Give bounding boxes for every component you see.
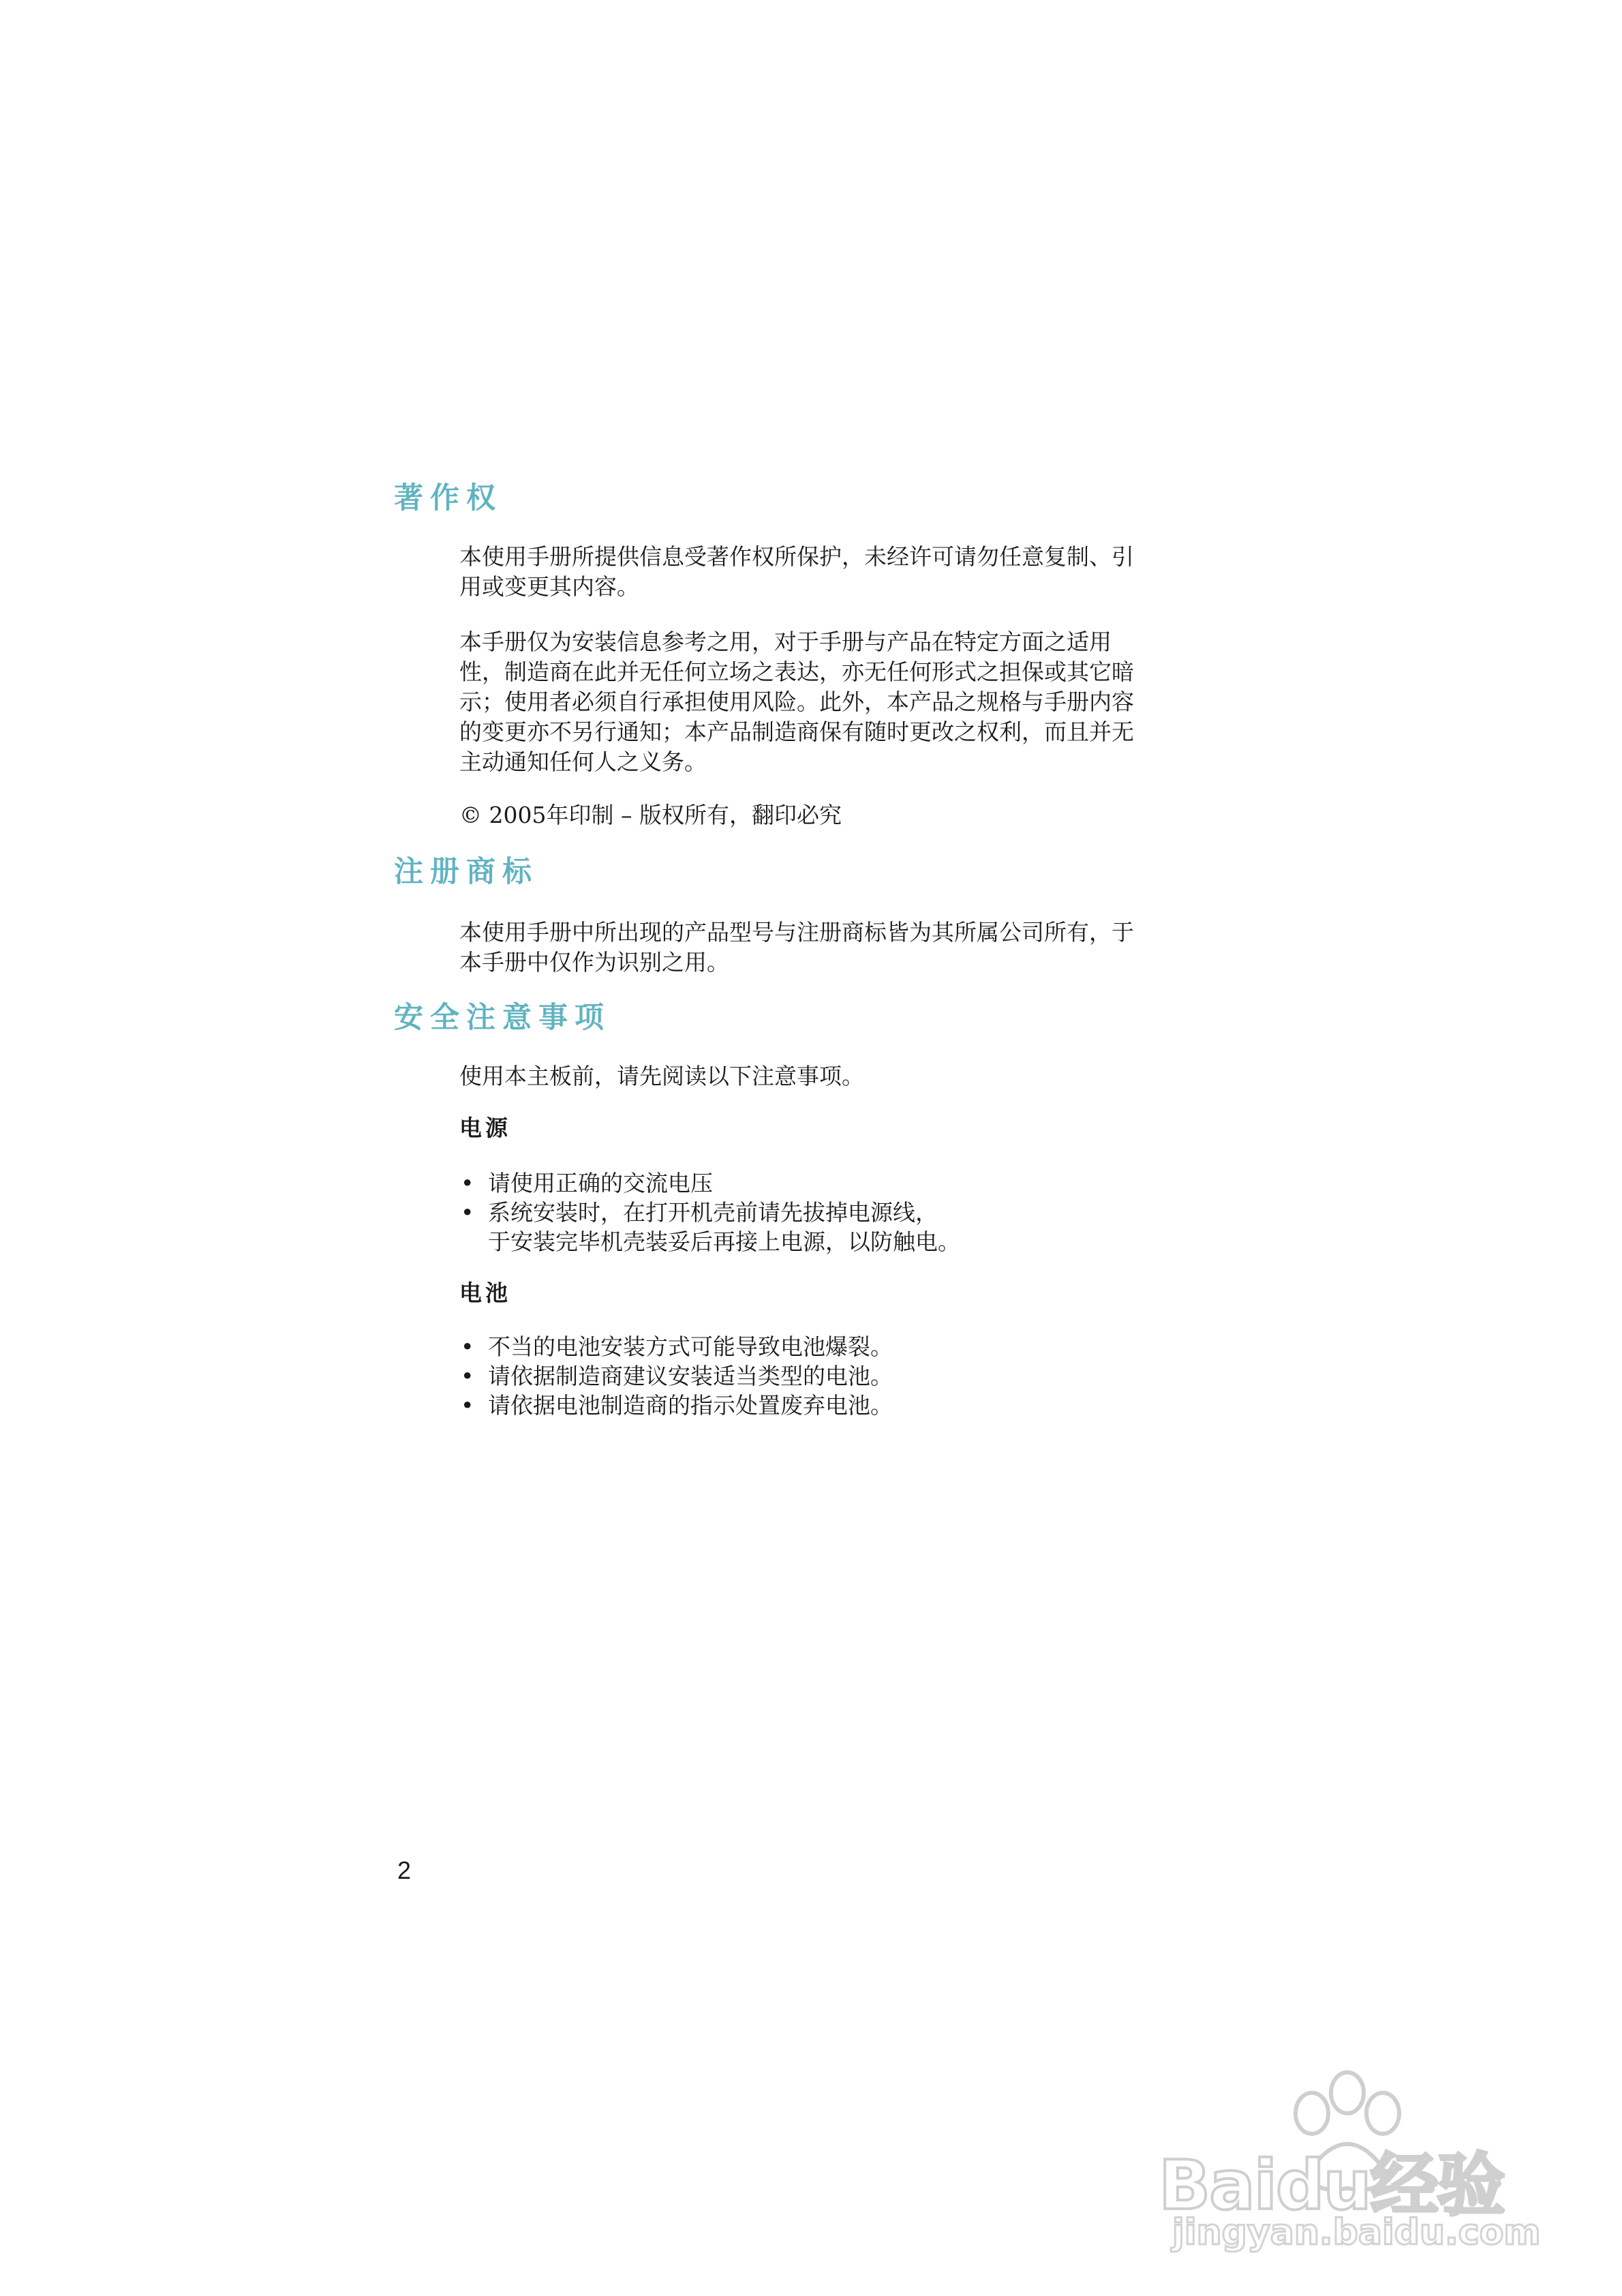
trademark-heading: 注册商标 (394, 855, 538, 889)
list-item (459, 1198, 1206, 1256)
text-line: 本手册仅为安装信息参考之用，对于手册与产品在特定方面之适用 (459, 629, 1112, 655)
battery-subheading: 电池 (459, 1280, 511, 1306)
baidu-watermark (1152, 2066, 1541, 2270)
text-line: 示；使用者必须自行承担使用风险。此外，本产品之规格与手册内容 (459, 689, 1134, 715)
list-item (459, 1361, 1206, 1391)
watermark-logo: Baidu经验 (1159, 2145, 1504, 2225)
list-item (459, 1332, 1206, 1361)
text-line: 本使用手册中所出现的产品型号与注册商标皆为其所属公司所有，于 (459, 919, 1134, 946)
text-line: • 请依据电池制造商的指示处置废弃电池。 (488, 1392, 893, 1419)
copyright-heading: 著作权 (394, 481, 502, 515)
text-line: 本手册中仅作为识别之用。 (459, 949, 729, 976)
page-number: 2 (397, 1856, 412, 1884)
trademark-paragraph (459, 918, 1206, 978)
text-line: 用或变更其内容。 (459, 573, 639, 600)
text-line: 性，制造商在此并无任何立场之表达，亦无任何形式之担保或其它暗 (459, 659, 1134, 685)
battery-list (459, 1332, 1206, 1420)
text-line: 的变更亦不另行通知；本产品制造商保有随时更改之权利，而且并无 (459, 719, 1134, 745)
safety-intro: 使用本主板前，请先阅读以下注意事项。 (459, 1063, 864, 1089)
text-line: 本使用手册所提供信息受著作权所保护，未经许可请勿任意复制、引 (459, 543, 1134, 570)
power-subheading: 电源 (459, 1115, 511, 1141)
text-line: • 系统安装时，在打开机壳前请先拔掉电源线， (488, 1199, 938, 1226)
text-line: 于安装完毕机壳装妥后再接上电源，以防触电。 (488, 1228, 960, 1255)
power-list (459, 1168, 1206, 1256)
text-line: • 请依据制造商建议安装适当类型的电池。 (488, 1363, 893, 1389)
copyright-paragraph-2 (459, 627, 1206, 777)
watermark-url: jingyan.baidu.com (1172, 2212, 1541, 2253)
list-item (459, 1391, 1206, 1420)
text-line: • 不当的电池安装方式可能导致电池爆裂。 (488, 1333, 893, 1360)
copyright-paragraph-1 (459, 542, 1206, 602)
copyright-notice: © 2005年印制 – 版权所有，翻印必究 (459, 802, 842, 828)
safety-heading: 安全注意事项 (394, 1001, 611, 1035)
list-item (459, 1168, 1206, 1198)
text-line: 主动通知任何人之义务。 (459, 749, 707, 775)
text-line: • 请使用正确的交流电压 (488, 1170, 713, 1196)
